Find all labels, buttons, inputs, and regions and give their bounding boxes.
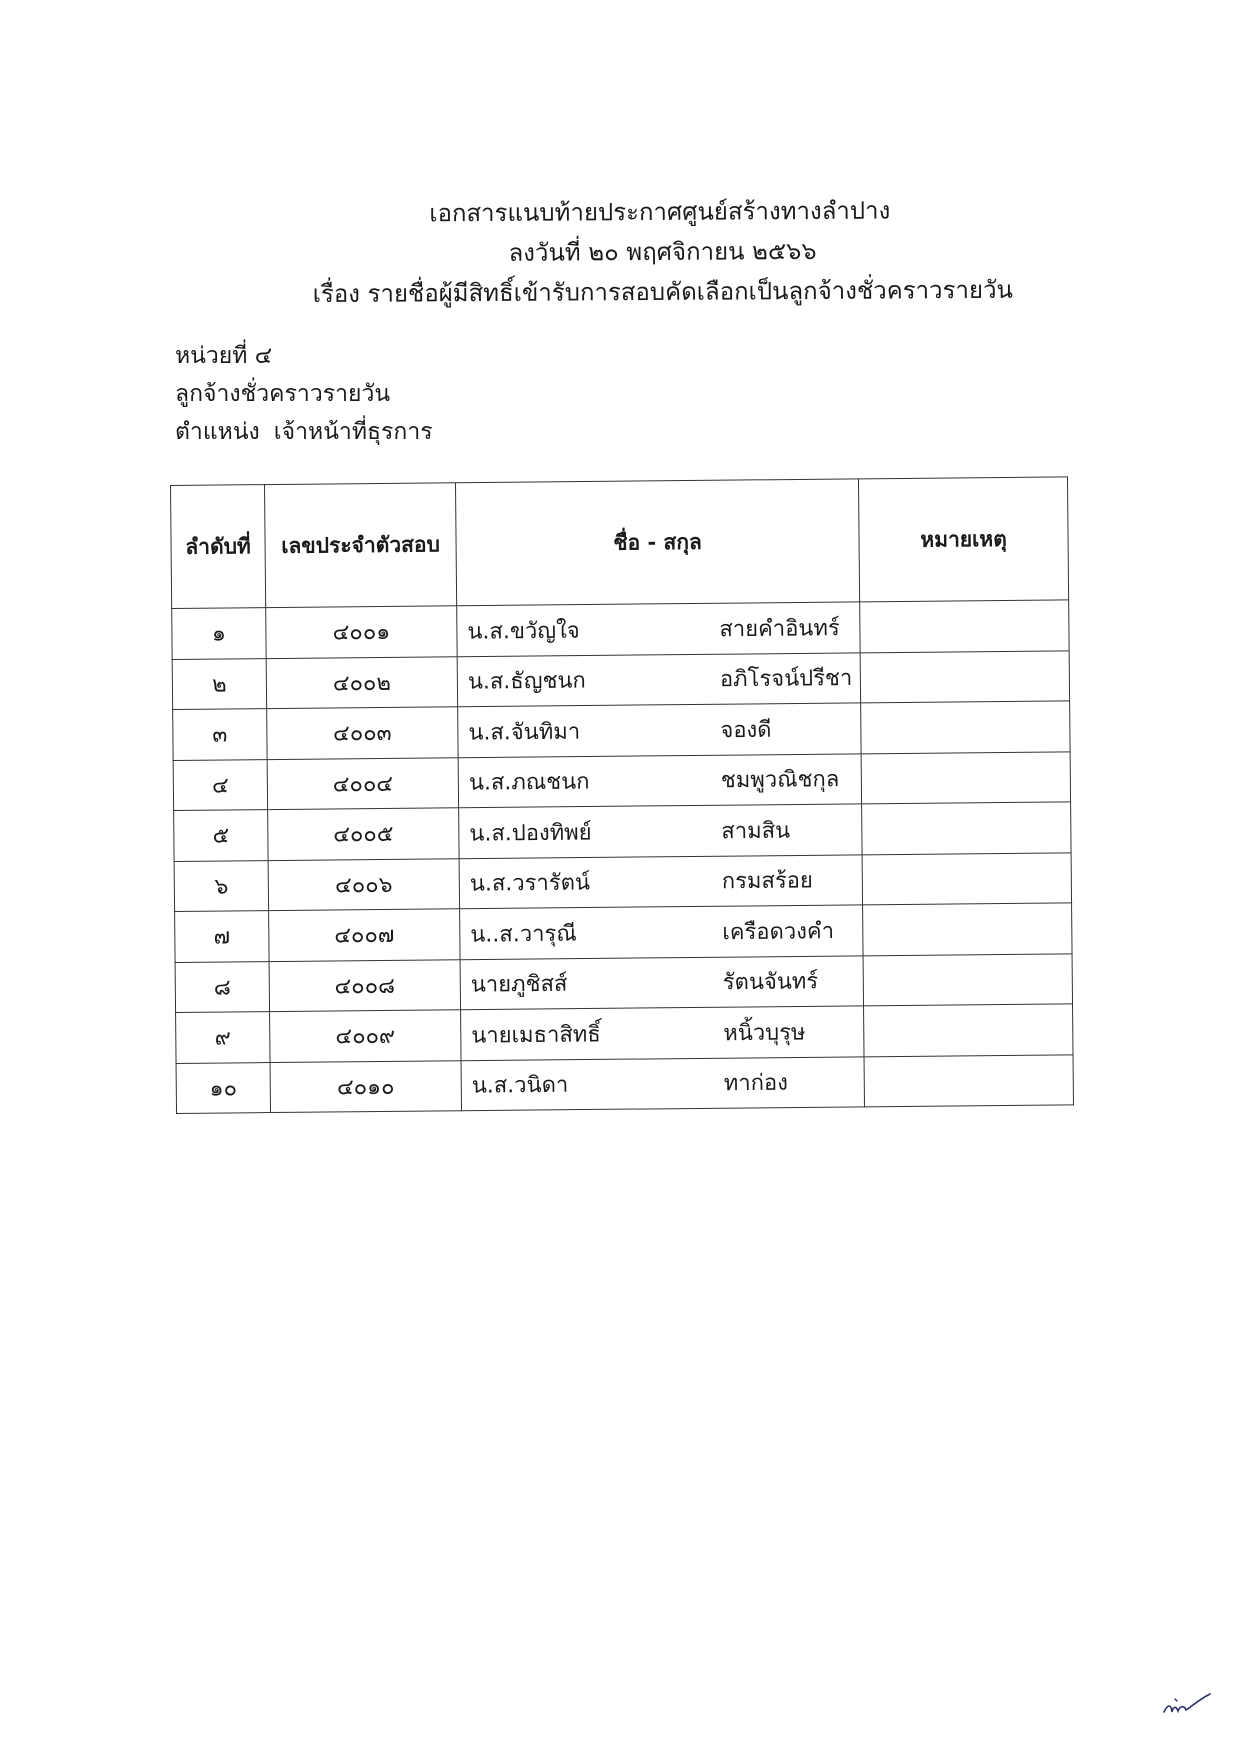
cell-no: ๑	[172, 608, 266, 659]
cell-name	[457, 652, 860, 706]
cell-name	[460, 955, 863, 1009]
position-value: เจ้าหน้าที่ธุรการ	[273, 419, 433, 445]
last-name: ชมพูวณิชกุล	[720, 767, 840, 794]
cell-name	[457, 602, 860, 656]
cell-no: ๗	[175, 911, 269, 962]
header-name: ชื่อ - สกุล	[455, 479, 859, 606]
table-row	[172, 600, 1069, 659]
cell-remark	[864, 1004, 1073, 1057]
last-name: สามสิน	[721, 818, 791, 844]
cell-exam-id: ๔๐๑๐	[270, 1060, 461, 1112]
position-line	[175, 413, 433, 451]
cell-exam-id: ๔๐๐๘	[269, 959, 460, 1011]
last-name: จองดี	[720, 717, 772, 743]
first-name: น..ส.วารุณี	[470, 921, 577, 948]
table-row	[172, 650, 1069, 709]
cell-exam-id: ๔๐๐๒	[266, 656, 457, 708]
header-subject: เรื่อง รายชื่อผู้มีสิทธิ์เข้ารับการสอบคัดเลือกเป็นลูกจ้างชั่วคราวรายวัน	[312, 275, 1013, 309]
cell-name	[461, 1056, 864, 1110]
cell-name	[458, 753, 861, 807]
cell-name	[461, 1006, 864, 1060]
cell-exam-id: ๔๐๐๓	[267, 707, 458, 759]
document-meta	[175, 337, 433, 451]
last-name: สายคำอินทร์	[719, 615, 840, 642]
table-row	[173, 751, 1070, 810]
cell-exam-id: ๔๐๐๗	[269, 909, 460, 961]
cell-remark	[860, 600, 1069, 653]
last-name: กรมสร้อย	[721, 868, 813, 895]
cell-exam-id: ๔๐๐๖	[268, 858, 459, 910]
header-remark: หมายเหตุ	[858, 477, 1068, 602]
header-date: ลงวันที่ ๒๐ พฤศจิกายน ๒๕๖๖	[508, 236, 817, 267]
employee-type: ลูกจ้างชั่วคราวรายวัน	[175, 381, 391, 407]
last-name: หนิ้วบุรุษ	[723, 1020, 806, 1046]
header-no: ลำดับที่	[171, 485, 266, 609]
cell-remark	[861, 751, 1070, 804]
cell-exam-id: ๔๐๐๙	[270, 1010, 461, 1062]
cell-no: ๕	[174, 810, 268, 861]
cell-no: ๓	[173, 709, 267, 760]
signature-icon	[1160, 1690, 1215, 1720]
cell-no: ๒	[172, 658, 266, 709]
last-name: อภิโรจน์ปรีชา	[719, 666, 853, 693]
cell-remark	[860, 650, 1069, 703]
unit-label: หน่วยที่ ๔	[175, 343, 273, 369]
cell-name	[458, 703, 861, 757]
first-name: น.ส.วนิดา	[471, 1072, 569, 1099]
table-row	[176, 1004, 1073, 1063]
table-row	[174, 802, 1071, 861]
first-name: น.ส.ขวัญใจ	[467, 618, 580, 645]
document-header	[0, 188, 1240, 316]
cell-exam-id: ๔๐๐๕	[268, 808, 459, 860]
header-exam-id: เลขประจำตัวสอบ	[265, 483, 457, 608]
cell-exam-id: ๔๐๐๔	[267, 757, 458, 809]
cell-name	[459, 804, 862, 858]
table-row	[175, 903, 1072, 962]
first-name: นายเมธาสิทธิ์	[471, 1022, 601, 1049]
cell-remark	[862, 852, 1071, 905]
cell-no: ๔	[173, 759, 267, 810]
cell-no: ๖	[174, 860, 268, 911]
first-name: น.ส.จันทิมา	[468, 719, 581, 746]
first-name: น.ส.ธัญชนก	[467, 668, 586, 695]
header-title: เอกสารแนบท้ายประกาศศูนย์สร้างทางลำปาง	[429, 196, 891, 228]
last-name: เครือดวงคำ	[722, 918, 835, 945]
cell-remark	[863, 903, 1072, 956]
cell-remark	[861, 701, 1070, 754]
table-row	[174, 852, 1071, 911]
table-row	[173, 701, 1070, 760]
table-header-row	[171, 477, 1069, 609]
first-name: น.ส.ปองทิพย์	[469, 820, 592, 847]
cell-remark	[862, 802, 1071, 855]
table-row	[175, 953, 1072, 1012]
cell-exam-id: ๔๐๐๑	[266, 606, 457, 658]
cell-remark	[864, 1054, 1073, 1107]
position-label: ตำแหน่ง	[175, 419, 260, 445]
cell-name	[460, 905, 863, 959]
first-name: น.ส.วรารัตน์	[469, 870, 591, 897]
cell-remark	[863, 953, 1072, 1006]
candidate-table	[170, 476, 1074, 1114]
cell-no: ๙	[176, 1012, 270, 1063]
last-name: ทาก่อง	[723, 1070, 789, 1097]
last-name: รัตนจันทร์	[722, 969, 819, 996]
candidate-table-wrapper	[170, 476, 1069, 1114]
cell-no: ๑๐	[176, 1062, 270, 1113]
cell-name	[459, 854, 862, 908]
first-name: น.ส.ภณชนก	[468, 769, 590, 796]
first-name: นายภูชิสส์	[470, 971, 568, 998]
table-row	[176, 1054, 1073, 1113]
cell-no: ๘	[175, 961, 269, 1012]
